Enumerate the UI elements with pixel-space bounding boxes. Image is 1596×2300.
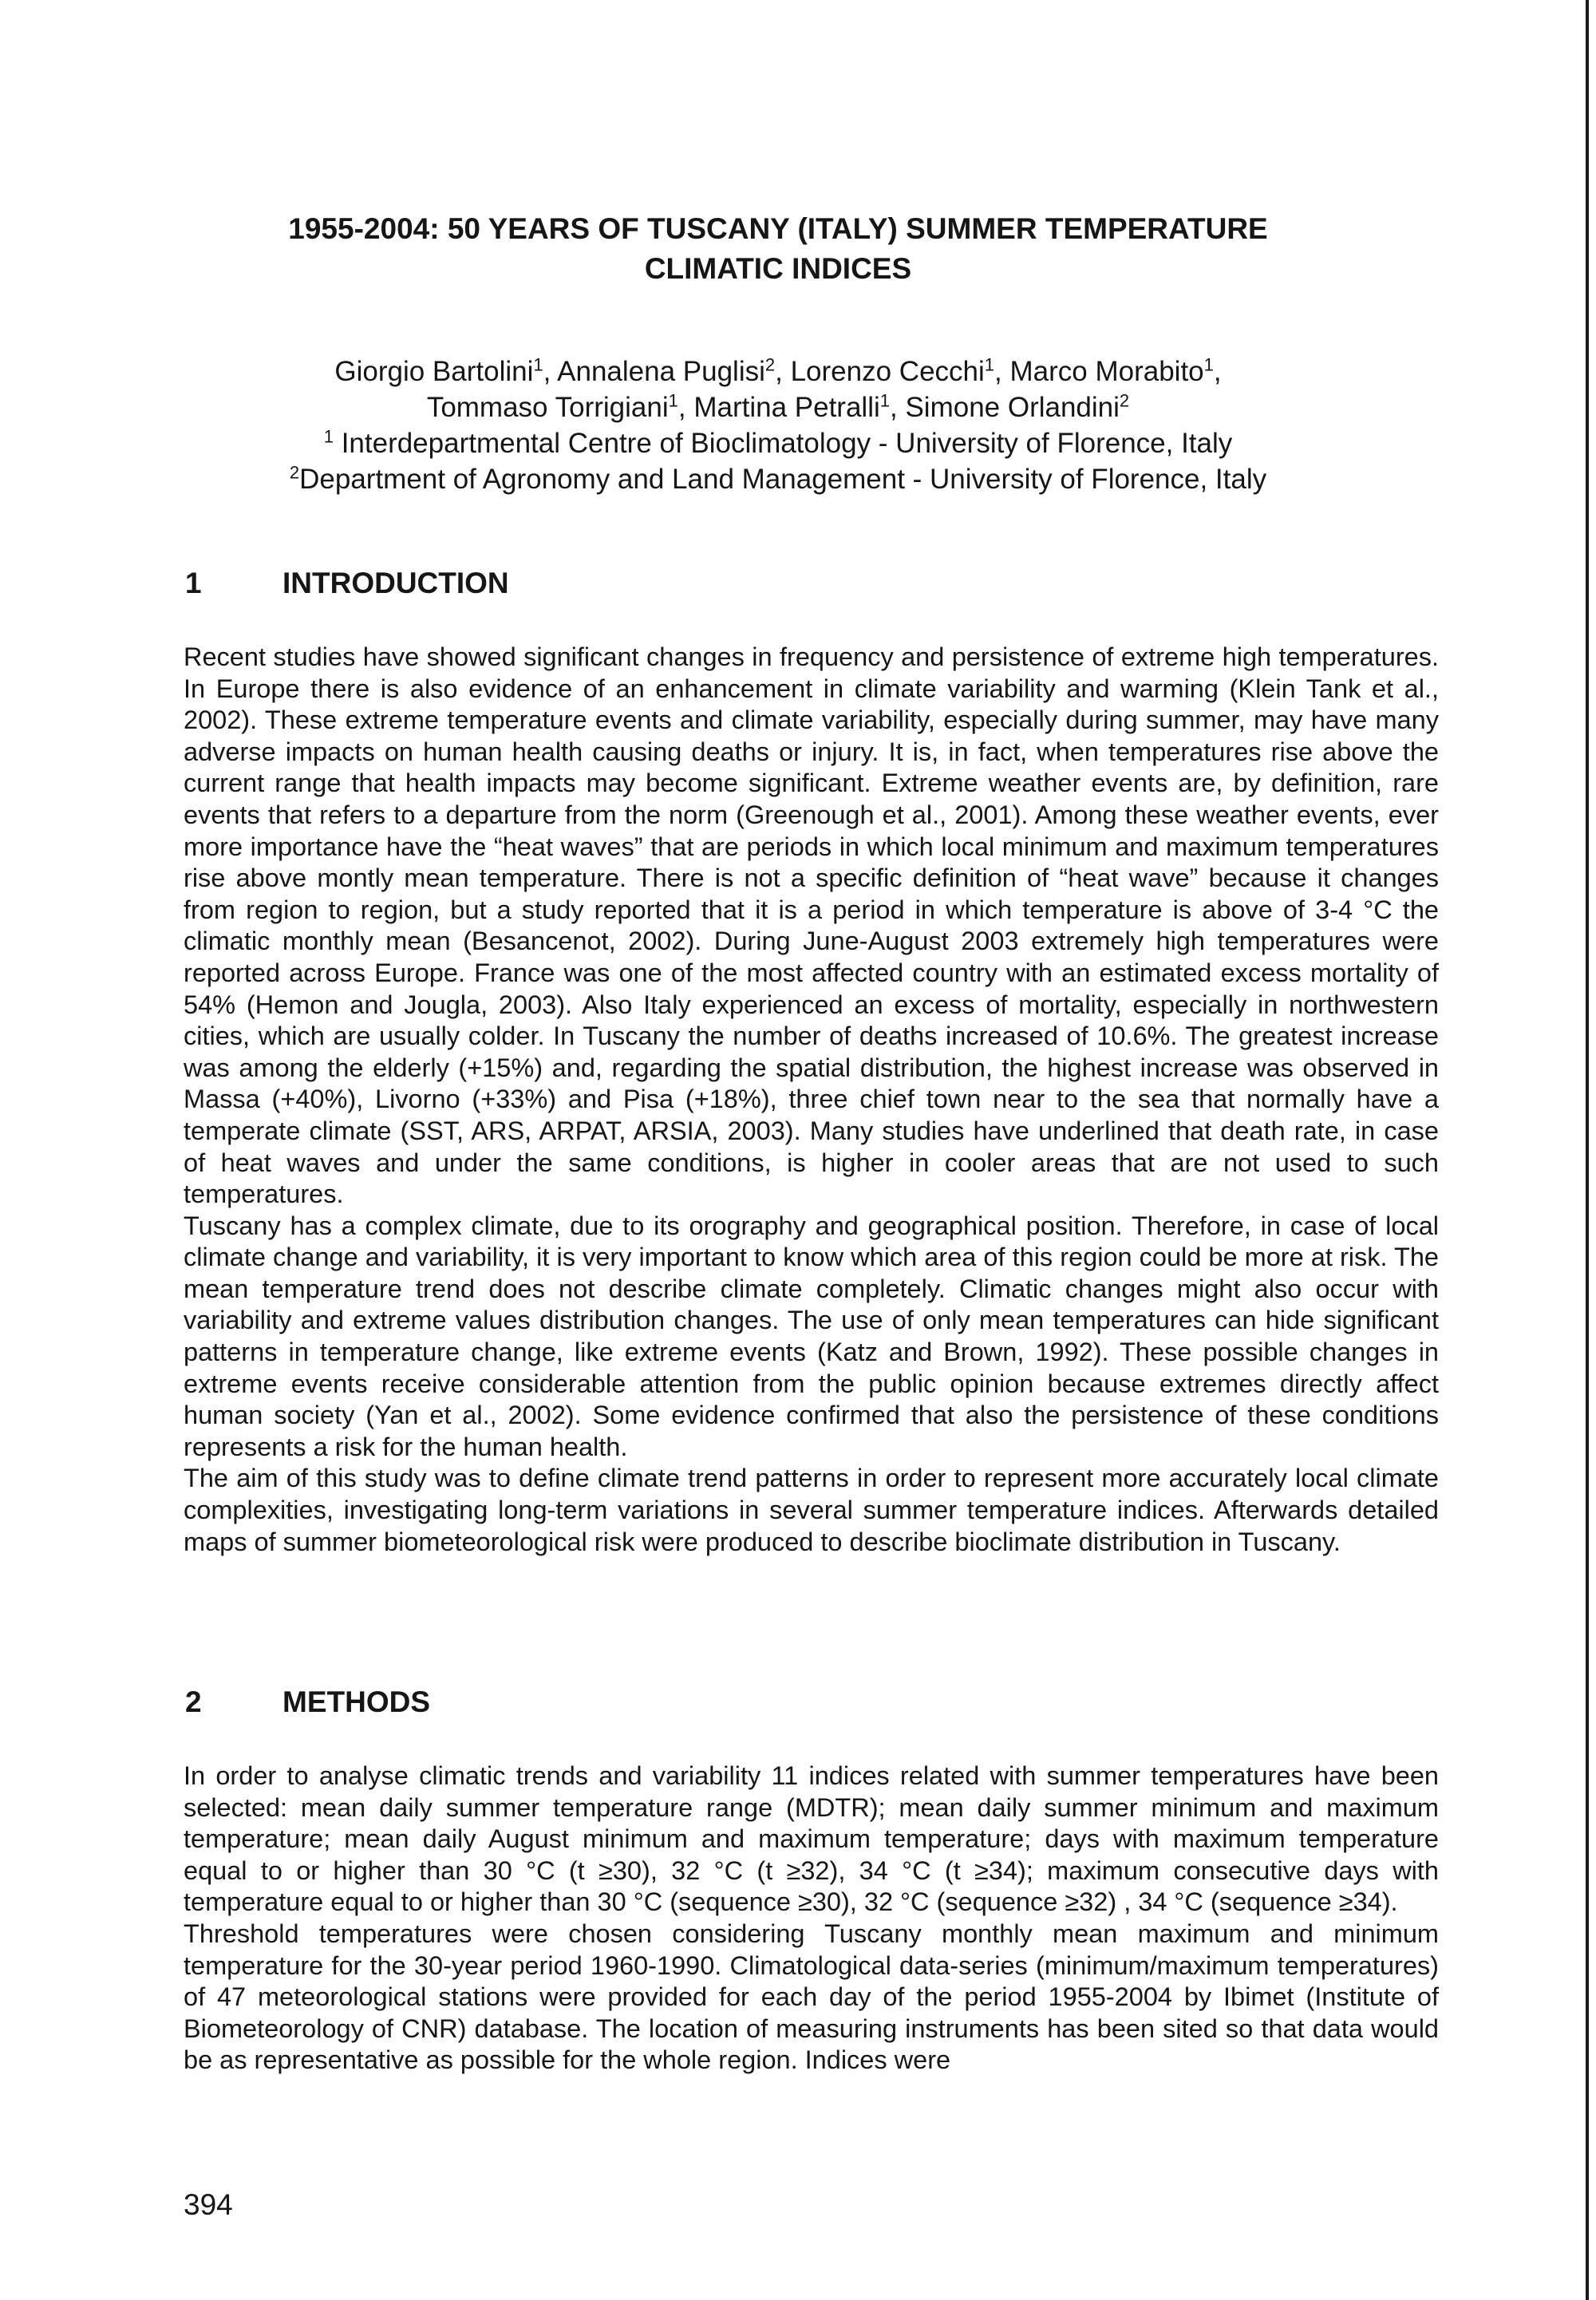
paragraph: The aim of this study was to define climate trend patterns in order to represent more accurately local climate complexities, investigating long-term variations in several summer temperature indices. Afterwards detailed maps of summer biometeorological risk were produced to describe bioclimate distribution in Tuscany.	[184, 1464, 1439, 1556]
author-line-2: Tommaso Torrigiani$^1$, Martina Petralli$^1$, Simone Orlandini$^2$	[426, 390, 1130, 423]
author-name: Simone Orlandini	[905, 392, 1120, 423]
title-line-2: CLIMATIC INDICES	[644, 252, 912, 285]
author-affiliation-mark: 2	[764, 354, 776, 375]
author-affiliation-mark: 1	[984, 354, 995, 375]
paragraph: Recent studies have showed significant changes in frequency and persistence of extreme high temperatures. In Europe there is also evidence of an enhancement in climate variability and warming (Klein Tank et al., 2002). These extreme temperature events and climate variability, especially during summer, may have many adverse impacts on human health causing deaths or injury. It is, in fact, when temperatures rise above the current range that health impacts may become significant. Extreme weather events are, by definition, rare events that refers to a departure from the norm (Greenough et al., 2001). Among these weather events, ever more importance have the “heat waves” that are periods in which local minimum and maximum temperatures rise above montly mean temperature. There is not a specific definition of “heat wave” because it changes from region to region, but a study reported that it is a period in which temperature is above of 3-4 °C the climatic monthly mean (Besancenot, 2002). During June-August 2003 extremely high temperatures were reported across Europe. France was one of the most affected country with an estimated excess mortality of 54% (Hemon and Jougla, 2003). Also Italy experienced an excess of mortality, especially in northwestern cities, which are usually colder. In Tuscany the number of deaths increased of 10.6%. The greatest increase was among the elderly (+15%) and, regarding the spatial distribution, the highest increase was observed in Massa (+40%), Livorno (+33%) and Pisa (+18%), three chief town near to the sea that normally have a temperate climate (SST, ARS, ARPAT, ARSIA, 2003). Many studies have underlined that death rate, in case of heat waves and under the same conditions, is higher in cooler areas that are not used to such temperatures.	[184, 642, 1439, 1209]
affiliation-text: Department of Agronomy and Land Management - University of Florence, Italy	[299, 464, 1267, 495]
author-name: Lorenzo Cecchi	[790, 356, 985, 387]
author-affiliation-mark: 1	[533, 354, 543, 375]
affiliation-2	[184, 461, 1373, 497]
paragraph: Tuscany has a complex climate, due to its orography and geographical position. Therefore, in case of local climate change and variability, it is very important to know which area of this region could be more at risk. The mean temperature trend does not describe climate completely. Climatic changes might also occur with variability and extreme values distribution changes. The use of only mean temperatures can hide significant patterns in temperature change, like extreme events (Katz and Brown, 1992). These possible changes in extreme events receive considerable attention from the public opinion because extremes directly affect human society (Yan et al., 2002). Some evidence confirmed that also the persistence of these conditions represents a risk for the human health.	[184, 1211, 1439, 1461]
author-name: Tommaso Torrigiani	[426, 392, 669, 423]
author-name: Marco Morabito	[1009, 356, 1204, 387]
introduction-body	[184, 642, 1439, 1558]
affiliation-text: Interdepartmental Centre of Bioclimatology - University of Florence, Italy	[341, 428, 1233, 459]
paragraph: In order to analyse climatic trends and variability 11 indices related with summer temperatures have been selected: mean daily summer temperature range (MDTR); mean daily summer minimum and maximum temperature; mean daily August minimum and maximum temperature; days with maximum temperature equal to or higher than 30 °C (t ≥30), 32 °C (t ≥32), 34 °C (t ≥34); maximum consecutive days with temperature equal to or higher than 30 °C (sequence ≥30), 32 °C (sequence ≥32) , 34 °C (sequence ≥34).	[184, 1761, 1439, 1917]
author-affiliation-mark: 1	[668, 390, 678, 411]
affiliation-mark: 1	[323, 426, 334, 447]
author-name: Giorgio Bartolini	[334, 356, 534, 387]
section-heading-introduction	[185, 567, 509, 600]
page-edge-line	[1586, 0, 1589, 2300]
affiliation-1	[184, 425, 1373, 461]
section-number: 1	[185, 567, 202, 599]
section-title: METHODS	[282, 1685, 430, 1718]
section-title: INTRODUCTION	[282, 567, 509, 599]
section-heading-methods	[185, 1685, 430, 1719]
section-number: 2	[185, 1685, 202, 1718]
paper-title	[184, 209, 1373, 289]
author-block	[184, 354, 1373, 497]
title-line-1: 1955-2004: 50 YEARS OF TUSCANY (ITALY) SUMMER TEMPERATURE	[288, 212, 1268, 245]
author-affiliation-mark: 2	[1119, 390, 1130, 411]
paragraph: Threshold temperatures were chosen considering Tuscany monthly mean maximum and minimum temperature for the 30-year period 1960-1990. Climatological data-series (minimum/maximum temperatures) of 47 meteorological stations were provided for each day of the period 1955-2004 by Ibimet (Institute of Biometeorology of CNR) database. The location of measuring instruments has been sited so that data would be as representative as possible for the whole region. Indices were	[184, 1919, 1439, 2075]
affiliation-mark: 2	[289, 462, 300, 483]
author-name: Annalena Puglisi	[557, 356, 765, 387]
methods-body	[184, 1761, 1439, 2077]
page-number: 394	[184, 2188, 233, 2221]
author-name: Martina Petralli	[693, 392, 880, 423]
author-affiliation-mark: 1	[1203, 354, 1214, 375]
author-affiliation-mark: 1	[879, 390, 890, 411]
author-line-1: Giorgio Bartolini$^1$, Annalena Puglisi$^2$, Lorenzo Cecchi$^1$, Marco Morabito$^1$,	[334, 354, 1222, 387]
